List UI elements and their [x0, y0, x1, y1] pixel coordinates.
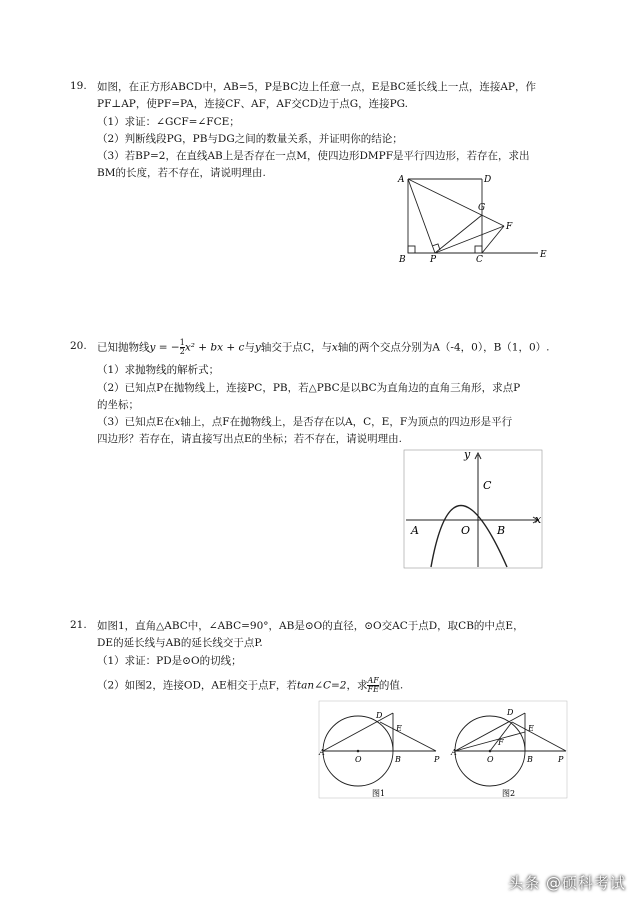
q21-number: 21. [70, 619, 87, 631]
q19-label-A: A [398, 175, 405, 185]
q20-line-1 [97, 339, 549, 356]
q21-fig2-caption: 图2 [502, 789, 516, 798]
watermark: 头条 @硕科考试 [508, 874, 626, 892]
q20-line1-mid: 与 [244, 341, 255, 354]
q19-label-C: C [476, 255, 483, 265]
q21-fig2-label-F: F [498, 738, 504, 747]
q21-line4-pre: （2）如图2，连接OD，AE相交于点F，若 [97, 679, 297, 692]
q21-fig2 [455, 713, 566, 786]
q21-fig2-label-B: B [527, 755, 533, 764]
q21-fig1-label-A: A [319, 748, 325, 757]
q20-number: 20. [70, 340, 87, 352]
q20-eq-frac-den: 2 [179, 347, 185, 356]
q19-line-3: （1）求证：∠GCF=∠FCE； [97, 116, 240, 128]
q20-line5-rest: 轴上，点F在抛物线上，是否存在以A，C，E，F为顶点的四边形是平行 [180, 416, 513, 428]
q19-line-1: 如图，在正方形ABCD中，AB=5，P是BC边上任意一点，E是BC延长线上一点，连接AP，作 [97, 81, 536, 93]
q20-label-O: O [461, 524, 471, 537]
q21-line-2: DE的延长线与AB的延长线交于点P. [97, 637, 263, 649]
q20-label-x: x [535, 513, 542, 526]
q20-eq-y: y [149, 341, 156, 354]
q21-line-1: 如图1，直角△ABC中，∠ABC=90°，AB是⊙O的直径，⊙O交AC于点D，取CB的中点E， [97, 620, 524, 632]
q20-line1-mid2: 轴交于点C，与 [260, 341, 332, 354]
q21-fig2-label-A: A [451, 748, 457, 757]
q21-fraction [367, 677, 378, 694]
q21-fig1-label-P: P [434, 755, 440, 764]
q20-y-axis-var: y [254, 341, 261, 354]
q20-figure [403, 449, 543, 569]
q21-line-3: （1）求证：PD是⊙O的切线； [97, 655, 242, 667]
q20-line5-pre: （3）已知点E在 [97, 416, 175, 428]
q19-figure [388, 170, 558, 265]
q20-x-axis-var: x [331, 341, 338, 354]
q21-fig2-label-D: D [507, 708, 514, 717]
q21-fig1-label-D: D [376, 711, 383, 720]
q20-eq-equals: = − [155, 341, 180, 354]
q19-label-E: E [540, 250, 547, 260]
q20-label-A: A [411, 524, 419, 537]
q21-fig1-caption: 图1 [372, 789, 386, 798]
q20-line-5 [97, 415, 512, 429]
q20-line5-x: x [174, 416, 181, 428]
q21-fig1-label-O: O [355, 755, 362, 764]
q20-line-3: （2）已知点P在抛物线上，连接PC，PB，若△PBC是以BC为直角边的直角三角形，求点P [97, 382, 521, 394]
q20-line-4: 的坐标； [97, 399, 139, 411]
q20-line1-post: 轴的两个交点分别为A（-4，0），B（1，0）. [337, 341, 550, 354]
q20-label-B: B [497, 524, 506, 537]
q21-fig2-label-O: O [487, 755, 494, 764]
q21-fig1-label-B: B [395, 755, 401, 764]
q20-line1-pre: 已知抛物线 [97, 341, 150, 354]
q21-fig2-label-P: P [558, 755, 564, 764]
q19-label-P: P [430, 255, 437, 265]
q21-fig2-label-E: E [528, 724, 534, 733]
q19-label-B: B [399, 255, 406, 265]
q21-figures [318, 700, 568, 800]
q21-line4-mid: ，求 [346, 679, 368, 692]
q20-label-y: y [464, 449, 471, 461]
q21-line-4 [97, 677, 403, 694]
q19-line-2: PF⊥AP，使PF=PA，连接CF、AF，AF交CD边于点G，连接PG. [97, 98, 409, 110]
q21-frac-den: FE [367, 685, 379, 694]
q20-eq-rest: x² + bx + c [184, 341, 245, 354]
q19-line-4: （2）判断线段PG，PB与DG之间的数量关系，并证明你的结论； [97, 133, 403, 145]
q21-line4-post: 的值. [378, 679, 404, 692]
q20-line-2: （1）求抛物线的解析式； [97, 364, 220, 376]
q19-line-6: BM的长度，若不存在，请说明理由. [97, 167, 266, 179]
q19-line-5: （3）若BP=2，在直线AB上是否存在一点M，使四边形DMPF是平行四边形，若存在，求出 [97, 150, 530, 162]
q21-tan-expr: tan∠C=2 [296, 679, 347, 692]
q19-label-G: G [478, 203, 486, 213]
q21-fig1 [323, 713, 436, 786]
q20-eq-frac-num: 1 [179, 338, 185, 347]
q20-label-C: C [483, 479, 492, 492]
q21-fig1-label-E: E [396, 724, 402, 733]
q19-label-D: D [484, 175, 492, 185]
q19-label-F: F [506, 222, 513, 232]
q21-frac-num: AF [367, 676, 379, 685]
q19-number: 19. [70, 80, 87, 92]
q20-line-6: 四边形？若存在，请直接写出点E的坐标；若不存在，请说明理由. [97, 433, 403, 445]
